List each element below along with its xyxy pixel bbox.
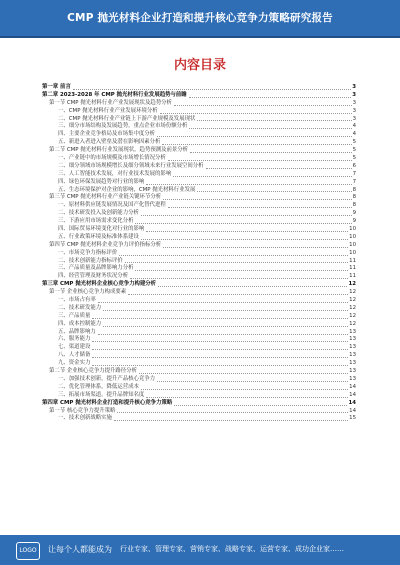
toc-page-number: 3	[352, 83, 356, 90]
toc-entry-text: 一、市场竞争力指标评价	[58, 249, 118, 256]
toc-leader-dots	[103, 326, 348, 327]
toc-entry-text: 二、优化管理体系，降低运营成本	[58, 383, 139, 390]
toc-entry-text: 五、生态环境保护对企业的影响，CMP 抛光材料行业发展	[58, 186, 196, 193]
toc-page-number: 11	[349, 265, 356, 272]
toc-page-number: 10	[349, 233, 356, 240]
toc-page-number: 8	[352, 194, 356, 201]
toc-entry-text: 第二节 CMP 抛光材料行业发展现状，趋势预测及前景分析	[49, 147, 189, 154]
toc-leader-dots	[160, 113, 352, 114]
toc-page-number: 10	[349, 241, 356, 248]
toc-page-number: 12	[349, 304, 356, 311]
toc-page-number: 3	[352, 107, 356, 114]
toc-entry-text: 二、技术创新能力指标评价	[58, 257, 123, 264]
toc-page-number: 8	[352, 186, 356, 193]
toc-leader-dots	[98, 334, 348, 335]
toc-leader-dots	[141, 215, 352, 216]
toc-entry-text: 三、细分市场结构及发展趋势，重点企业市场份额分析	[58, 123, 188, 130]
toc-leader-dots	[174, 105, 352, 106]
toc-page-number: 11	[349, 273, 356, 280]
toc-page-number: 8	[352, 202, 356, 209]
toc-leader-dots	[157, 136, 352, 137]
toc-leader-dots	[189, 97, 352, 98]
toc-entry[interactable]	[42, 242, 356, 250]
toc-leader-dots	[163, 199, 351, 200]
toc-entry-text: 二、技术研发投入及创新能力分析	[58, 210, 139, 217]
toc-leader-dots	[197, 191, 351, 192]
toc-leader-dots	[162, 144, 351, 145]
toc-page-number: 13	[349, 352, 356, 359]
toc-entry[interactable]	[42, 305, 356, 313]
toc-leader-dots	[92, 341, 348, 342]
toc-leader-dots	[103, 310, 348, 311]
table-of-contents	[42, 84, 356, 423]
toc-page-number: 7	[352, 178, 356, 185]
footer-slogan-left: 让每个人都能成为	[48, 545, 112, 554]
toc-page-number: 10	[349, 249, 356, 256]
toc-entry-text: 一、技术创新战略实施	[58, 415, 112, 422]
report-header-title: CMP 抛光材料企业打造和提升核心竞争力策略研究报告	[67, 12, 333, 24]
toc-entry[interactable]	[42, 289, 356, 297]
toc-entry-text: 一、加强技术创新，提升产品核心竞争力	[58, 375, 156, 382]
toc-leader-dots	[92, 349, 348, 350]
toc-leader-dots	[135, 223, 351, 224]
toc-entry[interactable]	[42, 163, 356, 171]
toc-entry[interactable]	[42, 313, 356, 321]
toc-entry-text: 六、服务能力	[58, 336, 91, 343]
toc-page-number: 12	[348, 281, 356, 288]
toc-entry-text: 二、技术研发能力	[58, 304, 102, 311]
toc-entry-text: 二、细分领域市场规模增长及细分领域未来行业发展空间分析	[58, 162, 204, 169]
toc-leader-dots	[168, 207, 352, 208]
toc-page-number: 13	[349, 360, 356, 367]
toc-entry-text: 四、成本控制能力	[58, 320, 102, 327]
toc-leader-dots	[98, 302, 348, 303]
toc-page-number: 12	[349, 297, 356, 304]
toc-leader-dots	[146, 184, 351, 185]
toc-page-number: 12	[349, 312, 356, 319]
toc-page-number: 5	[352, 155, 356, 161]
toc-entry-text: 五、新进入者进入壁垒及潜在影响因素分析	[58, 139, 161, 146]
toc-page-number: 13	[349, 336, 356, 343]
toc-leader-dots	[139, 373, 348, 374]
toc-entry[interactable]	[42, 400, 356, 408]
toc-entry-text: 第一节 核心竞争力提升策略	[49, 407, 116, 414]
toc-leader-dots	[189, 128, 351, 129]
toc-leader-dots	[173, 176, 351, 177]
toc-page-number: 14	[348, 399, 356, 406]
toc-entry[interactable]	[42, 171, 356, 179]
toc-entry-text: 三、下游应用市场需求变化分析	[58, 218, 134, 225]
toc-entry[interactable]	[42, 155, 356, 163]
toc-entry-text: 第一章 前言	[42, 83, 71, 90]
toc-entry-text: 第一节 企业核心竞争力构成要素	[49, 289, 127, 296]
toc-leader-dots	[128, 294, 348, 295]
toc-page-number: 6	[352, 162, 356, 169]
toc-entry-text: 三、拓展市场渠道，提升品牌知名度	[58, 391, 145, 398]
toc-entry[interactable]	[42, 297, 356, 305]
toc-entry-text: 七、渠道建设	[58, 344, 91, 351]
toc-page-number: 3	[352, 115, 356, 122]
toc-page-number: 9	[352, 210, 356, 217]
toc-entry-text: 三、产品质量及品牌影响力分析	[58, 265, 134, 272]
toc-entry-text: 四、国际贸易环境变化对行业的影响	[58, 226, 145, 233]
toc-leader-dots	[125, 262, 348, 263]
toc-leader-dots	[135, 270, 348, 271]
toc-leader-dots	[141, 239, 348, 240]
toc-entry[interactable]	[42, 376, 356, 384]
toc-entry-text: 九、资金实力	[58, 360, 91, 367]
toc-entry[interactable]	[42, 392, 356, 400]
toc-entry-text: 第四节 CMP 抛光材料企业竞争力评价指标分析	[49, 241, 162, 248]
toc-page-number: 5	[352, 147, 356, 154]
toc-entry[interactable]	[42, 179, 356, 187]
toc-entry-text: 一、产业链中的市场规模及市场增长情况分析	[58, 155, 166, 161]
toc-entry-text: 三、人工智能技术发展，对行业技术发展的影响	[58, 170, 172, 177]
toc-page-number: 14	[349, 407, 356, 414]
toc-entry[interactable]	[42, 384, 356, 392]
toc-entry-text: 一、市场占有率	[58, 297, 96, 304]
toc-leader-dots	[146, 231, 348, 232]
toc-entry[interactable]	[42, 226, 356, 234]
toc-entry-text: 第二章 2023-2028 年 CMP 抛光材料行业发展趋势与前瞻	[42, 91, 187, 98]
toc-leader-dots	[206, 168, 352, 169]
toc-leader-dots	[190, 152, 351, 153]
toc-entry[interactable]	[42, 321, 356, 329]
toc-leader-dots	[163, 247, 348, 248]
toc-leader-dots	[146, 397, 348, 398]
toc-leader-dots	[92, 318, 348, 319]
toc-page-number: 12	[349, 289, 356, 296]
toc-entry-text: 四、经营管理及财务状况分析	[58, 273, 129, 280]
toc-page-number: 14	[349, 391, 356, 398]
toc-page-number: 4	[352, 123, 356, 130]
toc-entry[interactable]	[42, 415, 356, 423]
toc-entry-text: 一、CMP 抛光材料行业产业发展环境分析	[58, 107, 158, 114]
toc-entry-text: 五、品牌影响力	[58, 328, 96, 335]
footer-slogan-right: 行业专家、管理专家、营销专家、战略专家、运营专家、成功企业家……	[120, 545, 344, 553]
toc-leader-dots	[130, 278, 348, 279]
toc-page-number: 13	[349, 344, 356, 351]
toc-entry-text: 八、人才储备	[58, 352, 91, 359]
toc-leader-dots	[174, 405, 347, 406]
toc-entry-text: 第三节 CMP 抛光材料行业产业链关键环节分析	[49, 194, 162, 201]
toc-entry-text: 第二节 企业核心竞争力提升路径分析	[49, 368, 137, 375]
report-footer-bar	[0, 535, 400, 565]
toc-entry[interactable]	[42, 100, 356, 108]
toc-leader-dots	[92, 357, 348, 358]
toc-page-number: 13	[349, 368, 356, 375]
toc-page-number: 14	[349, 383, 356, 390]
toc-page-number: 4	[352, 131, 356, 138]
toc-entry-text: 四、绿色环保发展趋势对行业的影响	[58, 178, 145, 185]
toc-entry-text: 第一节 CMP 抛光材料行业产业发展现状及趋势分析	[49, 99, 172, 106]
toc-leader-dots	[114, 420, 348, 421]
toc-entry[interactable]	[42, 360, 356, 368]
toc-entry-text: 二、CMP 抛光材料行业产业链上下游产业规模及发展现状	[58, 115, 196, 122]
toc-entry[interactable]	[42, 139, 356, 147]
toc-entry-text: 一、原材料供应链发展情况及国产化替代进程	[58, 202, 166, 209]
toc-entry-text: 五、行业政策环境及标准体系建设	[58, 233, 139, 240]
toc-entry[interactable]	[42, 218, 356, 226]
toc-title: 内容目录	[173, 58, 226, 73]
toc-leader-dots	[117, 412, 348, 413]
toc-entry[interactable]	[42, 210, 356, 218]
toc-leader-dots	[197, 120, 351, 121]
toc-entry-text: 三、产品质量	[58, 312, 91, 319]
toc-entry[interactable]	[42, 250, 356, 258]
toc-page-number: 5	[352, 139, 356, 146]
toc-entry[interactable]	[42, 84, 356, 92]
toc-entry[interactable]	[42, 147, 356, 155]
toc-entry-text: 四、主要企业竞争格局及市场集中度分析	[58, 131, 156, 138]
toc-entry-text: 第三章 CMP 抛光材料企业核心竞争力构建分析	[42, 281, 157, 288]
toc-page-number: 3	[352, 91, 356, 98]
toc-entry[interactable]	[42, 92, 356, 100]
toc-page-number: 13	[349, 375, 356, 382]
toc-entry-text: 第四章 CMP 抛光材料企业打造和提升核心竞争力策略	[42, 399, 173, 406]
toc-page-number: 7	[352, 170, 356, 177]
toc-entry[interactable]	[42, 234, 356, 242]
footer-logo: LOGO	[16, 542, 40, 560]
toc-leader-dots	[141, 389, 348, 390]
toc-entry[interactable]	[42, 108, 356, 116]
toc-leader-dots	[157, 381, 348, 382]
toc-page-number: 9	[352, 218, 356, 225]
toc-entry[interactable]	[42, 352, 356, 360]
toc-leader-dots	[92, 365, 348, 366]
toc-entry[interactable]	[42, 368, 356, 376]
toc-page-number: 10	[349, 226, 356, 233]
header-divider	[0, 36, 400, 38]
toc-leader-dots	[73, 89, 351, 90]
toc-leader-dots	[168, 160, 352, 161]
toc-page-number: 15	[349, 415, 356, 422]
report-header-bar	[0, 0, 400, 36]
toc-page-number: 3	[352, 99, 356, 106]
toc-entry[interactable]	[42, 281, 356, 289]
toc-page-number: 11	[349, 257, 356, 264]
toc-leader-dots	[119, 255, 348, 256]
toc-page-number: 13	[349, 328, 356, 335]
toc-page-number: 12	[349, 320, 356, 327]
toc-leader-dots	[158, 286, 347, 287]
